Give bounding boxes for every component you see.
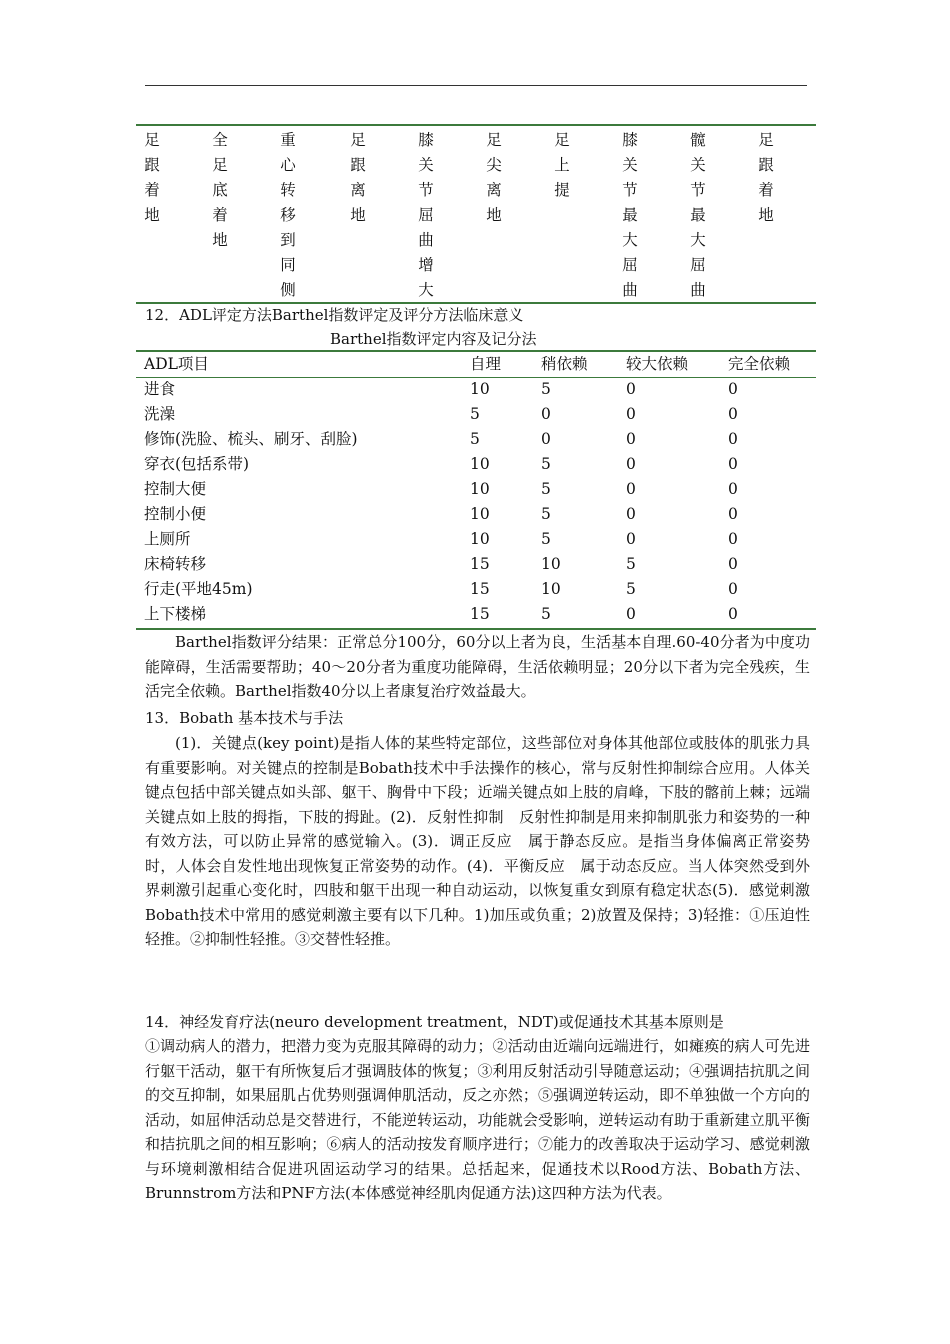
- table-row: [136, 402, 816, 427]
- gait-char: 足: [350, 131, 366, 149]
- table-header-row: [136, 352, 816, 378]
- gait-column: [552, 128, 572, 203]
- gait-char: 膝: [622, 131, 638, 149]
- barthel-table: [136, 350, 816, 630]
- gait-char: 足: [144, 131, 160, 149]
- gait-char: 髋: [690, 131, 706, 149]
- gait-char: 膝: [418, 131, 434, 149]
- gait-char: 最: [622, 206, 638, 224]
- table-cell: 0: [626, 605, 636, 623]
- gait-char: 跟: [758, 156, 774, 174]
- gait-char: 曲: [418, 231, 434, 249]
- gait-char: 大: [418, 281, 434, 299]
- section-13-body: (1)．关键点(key point)是指人体的某些特定部位，这些部位对身体其他部位或肢体的肌张力具有重要影响。对关键点的控制是Bobath技术中手法操作的核心，常与反射性抑制综合应用。人体关键点包括中部关键点如头部、躯干、胸骨中下段；近端关键点如上肢的肩峰，下肢的髂前上棘；远端关键点如上肢的拇指，下肢的拇趾。(2)．反射性抑制 反射性抑制是用来抑制肌张力和姿势的一种有效方法，可以防止异常的感觉输入。(3)．调正反应 属于静态反应。是指当身体偏离正常姿势时，人体会自发性地出现恢复正常姿势的动作。(4)．平衡反应 属于动态反应。当人体突然受到外界刺激引起重心变化时，四肢和躯干出现一种自动运动，以恢复重女到原有稳定状态(5)．感觉刺激 Bobath技术中常用的感觉刺激主要有以下几种。1)加压或负重；2)放置及保持；3)轻推：①压迫性轻推。②抑制性轻推。③交替性轻推。: [145, 734, 826, 948]
- gait-char: 上: [554, 156, 570, 174]
- table-cell: 上下楼梯: [144, 605, 207, 623]
- gait-char: 同: [280, 256, 296, 274]
- gait-char: 节: [690, 181, 706, 199]
- gait-char: 节: [418, 181, 434, 199]
- table-cell: 0: [728, 530, 738, 548]
- gait-char: 跟: [144, 156, 160, 174]
- table-cell: 0: [626, 405, 636, 423]
- gait-char: 屈: [690, 256, 706, 274]
- table-cell: 控制大便: [144, 480, 207, 498]
- gait-char: 曲: [690, 281, 706, 299]
- table-cell: 0: [728, 430, 738, 448]
- table-row: [136, 502, 816, 527]
- gait-column: [756, 128, 776, 228]
- table-cell: 10: [470, 455, 490, 473]
- table-cell: 0: [626, 380, 636, 398]
- table-cell: 进食: [144, 380, 176, 398]
- gait-char: 离: [350, 181, 366, 199]
- table-cell: 5: [470, 430, 480, 448]
- column-header: 稍依赖: [541, 355, 588, 373]
- gait-char: 地: [486, 206, 502, 224]
- table-cell: 0: [541, 430, 551, 448]
- table-cell: 10: [470, 480, 490, 498]
- table-cell: 5: [626, 555, 636, 573]
- table-cell: 0: [728, 555, 738, 573]
- gait-char: 着: [212, 206, 228, 224]
- table-cell: 修饰(洗脸、梳头、刷牙、刮脸): [144, 430, 358, 448]
- table-cell: 上厕所: [144, 530, 191, 548]
- section-12-title: 12．ADL评定方法Barthel指数评定及评分方法临床意义: [145, 306, 524, 324]
- gait-char: 屈: [622, 256, 638, 274]
- gait-char: 关: [418, 156, 434, 174]
- table-row: [136, 452, 816, 477]
- gait-char: 着: [758, 181, 774, 199]
- gait-column: [620, 128, 640, 303]
- gait-column: [278, 128, 298, 303]
- table-cell: 0: [728, 605, 738, 623]
- gait-column: [348, 128, 368, 228]
- table-cell: 5: [541, 505, 551, 523]
- gait-char: 屈: [418, 206, 434, 224]
- table-cell: 0: [728, 580, 738, 598]
- header-rule: [145, 85, 807, 86]
- section-14-body: ①调动病人的潜力，把潜力变为克服其障碍的动力；②活动由近端向远端进行，如瘫痪的病人可先进行躯干活动，躯干有所恢复后才强调肢体的恢复；③利用反射活动引导随意运动；④强调拮抗肌之间的交互抑制，如果屈肌占优势则强调伸肌活动，反之亦然；⑤强调逆转运动，即不单独做一个方向的活动，如屈伸活动总是交替进行，不能逆转运动，功能就会受影响，逆转运动有助于重新建立肌平衡和拮抗肌之间的相互影响；⑥病人的活动按发育顺序进行；⑦能力的改善取决于运动学习、感觉刺激与环境刺激相结合促进巩固运动学习的结果。总括起来，促通技术以Rood方法、Bobath方法、Brunnstrom方法和PNF方法(本体感觉神经肌肉促通方法)这四种方法为代表。: [145, 1037, 810, 1202]
- table-cell: 15: [470, 605, 490, 623]
- barthel-caption: Barthel指数评定内容及记分法: [330, 330, 537, 348]
- table-cell: 0: [626, 480, 636, 498]
- gait-char: 增: [418, 256, 434, 274]
- column-header: 较大依赖: [626, 355, 689, 373]
- gait-phase-table: [136, 124, 816, 304]
- gait-char: 移: [280, 206, 296, 224]
- section-13-title: 13．Bobath 基本技术与手法: [145, 709, 344, 727]
- table-cell: 0: [728, 480, 738, 498]
- gait-column: [210, 128, 230, 253]
- table-cell: 10: [541, 580, 561, 598]
- table-cell: 0: [541, 405, 551, 423]
- gait-char: 足: [212, 156, 228, 174]
- gait-char: 地: [144, 206, 160, 224]
- table-cell: 5: [541, 480, 551, 498]
- table-cell: 0: [626, 505, 636, 523]
- table-cell: 10: [541, 555, 561, 573]
- gait-char: 跟: [350, 156, 366, 174]
- gait-column: [142, 128, 162, 228]
- table-cell: 0: [626, 455, 636, 473]
- gait-char: 尖: [486, 156, 502, 174]
- gait-char: 侧: [280, 281, 296, 299]
- table-cell: 洗澡: [144, 405, 176, 423]
- table-cell: 0: [626, 430, 636, 448]
- barthel-result-paragraph: Barthel指数评分结果：正常总分100分，60分以上者为良，生活基本自理.60-40分者为中度功能障碍，生活需要帮助；40～20分者为重度功能障碍，生活依赖明显；20分以下者为完全残疾，生活完全依赖。Barthel指数40分以上者康复治疗效益最大。: [145, 633, 810, 700]
- table-cell: 5: [626, 580, 636, 598]
- table-row: [136, 577, 816, 602]
- gait-char: 地: [350, 206, 366, 224]
- gait-char: 关: [690, 156, 706, 174]
- table-cell: 行走(平地45m): [144, 580, 253, 598]
- gait-char: 足: [486, 131, 502, 149]
- table-cell: 15: [470, 555, 490, 573]
- gait-char: 地: [212, 231, 228, 249]
- gait-char: 全: [212, 131, 228, 149]
- gait-char: 足: [758, 131, 774, 149]
- column-header: 完全依赖: [728, 355, 791, 373]
- table-cell: 0: [728, 405, 738, 423]
- gait-char: 重: [280, 131, 296, 149]
- table-cell: 0: [728, 455, 738, 473]
- table-cell: 5: [541, 605, 551, 623]
- gait-char: 最: [690, 206, 706, 224]
- gait-column: [416, 128, 436, 303]
- table-cell: 10: [470, 530, 490, 548]
- gait-char: 曲: [622, 281, 638, 299]
- table-cell: 10: [470, 380, 490, 398]
- gait-char: 转: [280, 181, 296, 199]
- gait-char: 心: [280, 156, 296, 174]
- gait-char: 大: [622, 231, 638, 249]
- table-cell: 0: [626, 530, 636, 548]
- table-cell: 控制小便: [144, 505, 207, 523]
- gait-column: [688, 128, 708, 303]
- table-cell: 床椅转移: [144, 555, 207, 573]
- gait-char: 离: [486, 181, 502, 199]
- gait-char: 关: [622, 156, 638, 174]
- table-cell: 0: [728, 380, 738, 398]
- gait-column: [484, 128, 504, 228]
- table-cell: 0: [728, 505, 738, 523]
- column-header: ADL项目: [144, 355, 209, 373]
- table-row: [136, 602, 816, 627]
- table-row: [136, 527, 816, 552]
- gait-char: 大: [690, 231, 706, 249]
- table-cell: 5: [470, 405, 480, 423]
- table-cell: 穿衣(包括系带): [144, 455, 250, 473]
- section-14-title: 14．神经发育疗法(neuro development treatment，NDT)或促通技术其基本原则是: [145, 1013, 724, 1031]
- table-cell: 5: [541, 455, 551, 473]
- gait-char: 底: [212, 181, 228, 199]
- table-row: [136, 552, 816, 577]
- gait-char: 地: [758, 206, 774, 224]
- column-header: 自理: [470, 355, 502, 373]
- gait-char: 着: [144, 181, 160, 199]
- gait-char: 提: [554, 181, 570, 199]
- table-cell: 5: [541, 530, 551, 548]
- table-cell: 5: [541, 380, 551, 398]
- gait-char: 足: [554, 131, 570, 149]
- table-row: [136, 427, 816, 452]
- gait-char: 节: [622, 181, 638, 199]
- table-row: [136, 477, 816, 502]
- table-cell: 10: [470, 505, 490, 523]
- gait-char: 到: [280, 231, 296, 249]
- table-cell: 15: [470, 580, 490, 598]
- table-row: [136, 377, 816, 402]
